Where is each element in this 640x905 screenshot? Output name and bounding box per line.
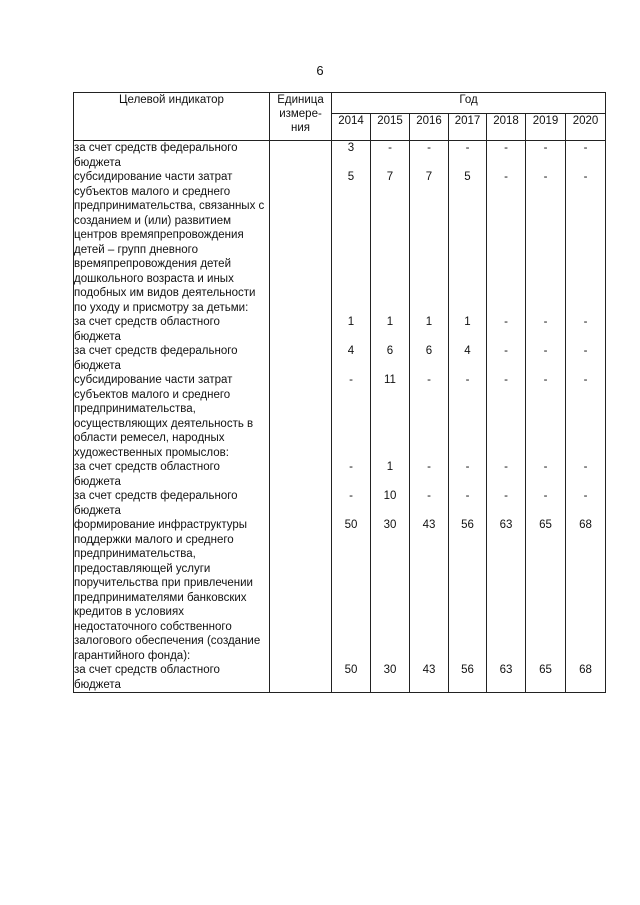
value-cell: - xyxy=(410,460,449,489)
value-cell: - xyxy=(487,373,526,460)
value-cell: 10 xyxy=(371,489,410,518)
unit-cell xyxy=(270,373,332,460)
value-cell: 6 xyxy=(410,344,449,373)
value-cell: - xyxy=(487,489,526,518)
value-cell: 1 xyxy=(371,315,410,344)
unit-cell xyxy=(270,489,332,518)
unit-cell xyxy=(270,344,332,373)
value-cell: - xyxy=(566,315,606,344)
unit-cell xyxy=(270,315,332,344)
value-cell: - xyxy=(487,344,526,373)
value-cell: 7 xyxy=(371,170,410,315)
indicator-text: за счет средств федерального бюджета xyxy=(74,141,270,171)
indicator-text: за счет средств областного бюджета xyxy=(74,663,270,693)
value-cell: - xyxy=(566,489,606,518)
table-row xyxy=(74,460,606,489)
table-row xyxy=(74,489,606,518)
indicator-text: формирование инфраструктуры поддержки малого и среднего предпринимательства, предоставляющей услуги поручительства при привлечении предпринимателями банковских кредитов в условиях недостаточного собственного залогового обеспечения (создание гарантийного фонда): xyxy=(74,518,270,663)
value-cell: - xyxy=(526,489,566,518)
indicator-text: за счет средств федерального бюджета xyxy=(74,489,270,518)
table-row xyxy=(74,170,606,315)
indicator-text: за счет средств областного бюджета xyxy=(74,315,270,344)
value-cell: - xyxy=(449,141,487,171)
value-cell: 11 xyxy=(371,373,410,460)
value-cell: - xyxy=(410,489,449,518)
value-cell: 5 xyxy=(449,170,487,315)
value-cell: 4 xyxy=(332,344,371,373)
value-cell: - xyxy=(526,373,566,460)
header-indicator: Целевой индикатор xyxy=(74,93,270,141)
value-cell: 65 xyxy=(526,518,566,663)
header-year-2014: 2014 xyxy=(332,114,371,141)
value-cell: - xyxy=(487,315,526,344)
value-cell: - xyxy=(526,141,566,171)
value-cell: - xyxy=(526,344,566,373)
unit-cell xyxy=(270,141,332,171)
value-cell: 56 xyxy=(449,518,487,663)
value-cell: 63 xyxy=(487,518,526,663)
indicators-table xyxy=(73,92,606,693)
value-cell: - xyxy=(449,460,487,489)
table-row xyxy=(74,663,606,693)
header-unit: Единица измере-ния xyxy=(270,93,332,141)
value-cell: - xyxy=(487,170,526,315)
value-cell: 3 xyxy=(332,141,371,171)
value-cell: - xyxy=(487,460,526,489)
indicator-text: субсидирование части затрат субъектов малого и среднего предпринимательства, осуществляющих деятельность в области ремесел, народных художественных промыслов: xyxy=(74,373,270,460)
value-cell: 4 xyxy=(449,344,487,373)
unit-cell xyxy=(270,663,332,693)
unit-cell xyxy=(270,460,332,489)
table-row xyxy=(74,141,606,171)
value-cell: 5 xyxy=(332,170,371,315)
indicator-text: за счет средств федерального бюджета xyxy=(74,344,270,373)
table-row xyxy=(74,518,606,663)
value-cell: 7 xyxy=(410,170,449,315)
value-cell: 50 xyxy=(332,518,371,663)
value-cell: - xyxy=(371,141,410,171)
value-cell: - xyxy=(487,141,526,171)
value-cell: - xyxy=(332,373,371,460)
value-cell: - xyxy=(566,170,606,315)
header-year: Год xyxy=(332,93,606,114)
value-cell: - xyxy=(332,460,371,489)
value-cell: - xyxy=(526,460,566,489)
unit-cell xyxy=(270,518,332,663)
table-row xyxy=(74,315,606,344)
header-year-2020: 2020 xyxy=(566,114,606,141)
value-cell: 1 xyxy=(410,315,449,344)
value-cell: - xyxy=(449,489,487,518)
header-year-2018: 2018 xyxy=(487,114,526,141)
indicator-text: субсидирование части затрат субъектов малого и среднего предпринимательства, связанных с созданием и (или) развитием центров времяпрепровождения детей – групп дневного времяпрепровождения детей дошкольного возраста и иных подобных им видов деятельности по уходу и присмотру за детьми: xyxy=(74,170,270,315)
value-cell: 68 xyxy=(566,663,606,693)
value-cell: 30 xyxy=(371,663,410,693)
value-cell: - xyxy=(526,315,566,344)
unit-cell xyxy=(270,170,332,315)
indicator-text: за счет средств областного бюджета xyxy=(74,460,270,489)
value-cell: - xyxy=(410,141,449,171)
value-cell: - xyxy=(566,141,606,171)
value-cell: - xyxy=(332,489,371,518)
value-cell: 43 xyxy=(410,518,449,663)
value-cell: - xyxy=(526,170,566,315)
value-cell: - xyxy=(566,373,606,460)
value-cell: 1 xyxy=(332,315,371,344)
value-cell: - xyxy=(410,373,449,460)
value-cell: - xyxy=(566,344,606,373)
value-cell: 63 xyxy=(487,663,526,693)
header-year-2016: 2016 xyxy=(410,114,449,141)
value-cell: 50 xyxy=(332,663,371,693)
header-year-2019: 2019 xyxy=(526,114,566,141)
value-cell: - xyxy=(566,460,606,489)
value-cell: 6 xyxy=(371,344,410,373)
value-cell: - xyxy=(449,373,487,460)
value-cell: 1 xyxy=(371,460,410,489)
value-cell: 65 xyxy=(526,663,566,693)
value-cell: 56 xyxy=(449,663,487,693)
value-cell: 30 xyxy=(371,518,410,663)
value-cell: 1 xyxy=(449,315,487,344)
table-row xyxy=(74,373,606,460)
value-cell: 68 xyxy=(566,518,606,663)
table-row xyxy=(74,344,606,373)
header-year-2015: 2015 xyxy=(371,114,410,141)
header-year-2017: 2017 xyxy=(449,114,487,141)
page-number: 6 xyxy=(316,63,324,78)
value-cell: 43 xyxy=(410,663,449,693)
